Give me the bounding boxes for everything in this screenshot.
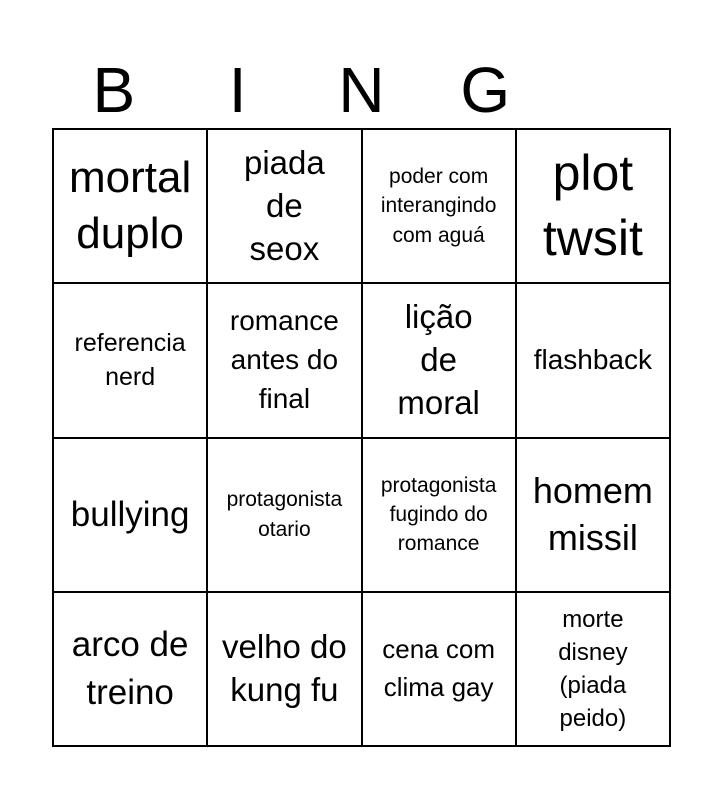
cell-text: morte disney (piada peido) bbox=[558, 605, 628, 732]
bingo-cell[interactable] bbox=[208, 593, 362, 747]
bingo-cell[interactable] bbox=[54, 593, 208, 747]
cell-text: poder com interangindo com aguá bbox=[380, 165, 497, 247]
bingo-cell[interactable] bbox=[517, 439, 671, 593]
header-letter-b: B bbox=[92, 54, 136, 126]
header-letter-i: I bbox=[228, 54, 247, 126]
cell-text: referencia nerd bbox=[74, 328, 186, 392]
cell-text: arco de treino bbox=[71, 624, 189, 712]
bingo-header bbox=[52, 52, 671, 128]
bingo-cell[interactable] bbox=[517, 284, 671, 438]
cell-text: homem missil bbox=[532, 469, 653, 558]
cell-text: protagonista fugindo do romance bbox=[380, 473, 497, 556]
bingo-cell[interactable] bbox=[208, 130, 362, 284]
bingo-cell[interactable] bbox=[54, 284, 208, 438]
bingo-cell[interactable] bbox=[54, 130, 208, 284]
cell-text: piada de seox bbox=[244, 143, 325, 267]
header-letter-n: N bbox=[338, 54, 385, 126]
cell-text: protagonista otario bbox=[226, 488, 343, 541]
bingo-board bbox=[52, 128, 671, 747]
cell-text: velho do kung fu bbox=[221, 627, 347, 708]
bingo-cell[interactable] bbox=[363, 130, 517, 284]
bingo-cell[interactable] bbox=[363, 284, 517, 438]
bingo-cell[interactable] bbox=[54, 439, 208, 593]
header-letter-g: G bbox=[460, 54, 511, 126]
cell-text: plot twsit bbox=[542, 145, 643, 267]
bingo-cell[interactable] bbox=[208, 284, 362, 438]
bingo-cell[interactable] bbox=[517, 130, 671, 284]
cell-text: cena com clima gay bbox=[382, 634, 495, 702]
bingo-cell[interactable] bbox=[363, 439, 517, 593]
bingo-cell[interactable] bbox=[208, 439, 362, 593]
bingo-cell[interactable] bbox=[363, 593, 517, 747]
cell-text: romance antes do final bbox=[229, 305, 339, 414]
cell-text: lição de moral bbox=[397, 298, 480, 421]
cell-text: mortal duplo bbox=[69, 152, 192, 259]
cell-text: bullying bbox=[70, 494, 190, 534]
bingo-cell[interactable] bbox=[517, 593, 671, 747]
cell-text: flashback bbox=[533, 344, 653, 376]
